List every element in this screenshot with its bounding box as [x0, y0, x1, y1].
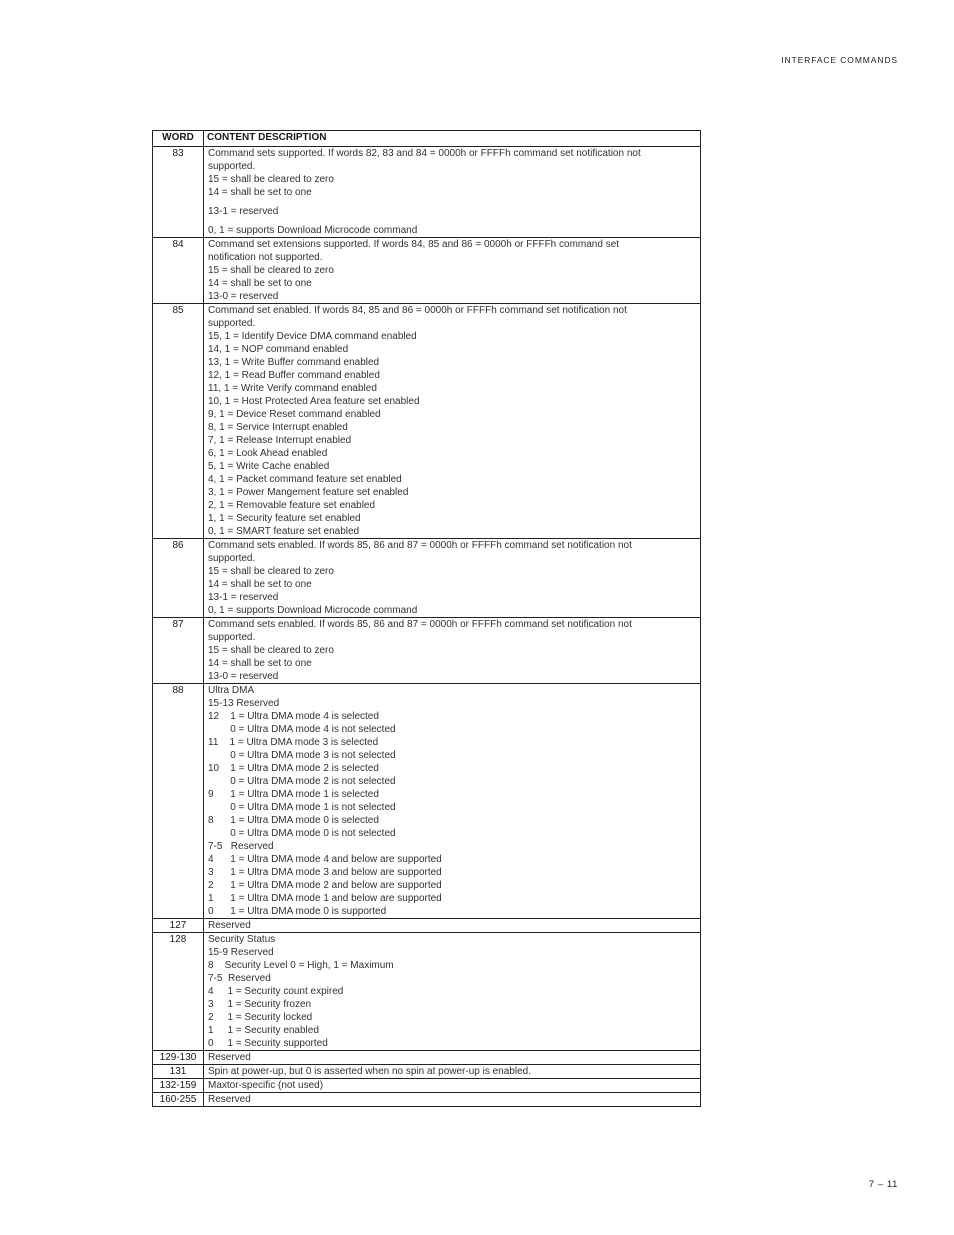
description-line: 1 1 = Ultra DMA mode 1 and below are supported [208, 893, 442, 904]
table-row [153, 539, 701, 618]
description-line: 13-1 = reserved [208, 206, 279, 217]
description-line: 8 1 = Ultra DMA mode 0 is selected [208, 815, 379, 826]
table-row [153, 933, 701, 1051]
content-description [204, 1065, 701, 1079]
description-line: supported. [208, 632, 256, 643]
description-line: 11, 1 = Write Verify command enabled [208, 383, 377, 394]
description-line: 13-0 = reserved [208, 291, 279, 302]
description-line: Command sets enabled. If words 85, 86 and 87 = 0000h or FFFFh command set notification not [208, 540, 632, 551]
table-row [153, 1065, 701, 1079]
content-description [204, 1051, 701, 1065]
description-line: 10, 1 = Host Protected Area feature set enabled [208, 396, 420, 407]
description-line: Command set enabled. If words 84, 85 and 86 = 0000h or FFFFh command set notification not [208, 305, 627, 316]
description-line: 14, 1 = NOP command enabled [208, 344, 349, 355]
description-line: 11 1 = Ultra DMA mode 3 is selected [208, 737, 379, 748]
description-line: 7, 1 = Release Interrupt enabled [208, 435, 352, 446]
word-number: 132-159 [153, 1079, 204, 1093]
description-line: 1, 1 = Security feature set enabled [208, 513, 361, 524]
description-line: 0, 1 = supports Download Microcode command [208, 605, 418, 616]
description-line: 12, 1 = Read Buffer command enabled [208, 370, 380, 381]
description-line: Security Status [208, 934, 276, 945]
description-line: 14 = shall be set to one [208, 187, 312, 198]
description-line: 15 = shall be cleared to zero [208, 265, 334, 276]
description-line: 4 1 = Security count expired [208, 986, 344, 997]
table-header-row [153, 131, 701, 147]
table-row [153, 618, 701, 684]
description-line: 7-5 Reserved [208, 841, 274, 852]
description-line: 4, 1 = Packet command feature set enabled [208, 474, 402, 485]
description-line: 3 1 = Security frozen [208, 999, 312, 1010]
description-line: 14 = shall be set to one [208, 278, 312, 289]
description-line: Reserved [208, 920, 251, 931]
word-number: 87 [153, 618, 204, 684]
content-description [204, 618, 701, 684]
description-line: 13-0 = reserved [208, 671, 279, 682]
word-number: 160-255 [153, 1093, 204, 1107]
table-row [153, 1093, 701, 1107]
description-line: 1 1 = Security enabled [208, 1025, 319, 1036]
description-line: 0 = Ultra DMA mode 2 is not selected [208, 776, 396, 787]
description-line: 0 = Ultra DMA mode 0 is not selected [208, 828, 396, 839]
description-line: Maxtor-specific (not used) [208, 1080, 324, 1091]
word-number: 88 [153, 684, 204, 919]
description-line: 14 = shall be set to one [208, 579, 312, 590]
description-line: 2, 1 = Removable feature set enabled [208, 500, 376, 511]
description-line: 0 = Ultra DMA mode 1 is not selected [208, 802, 396, 813]
table-row [153, 304, 701, 539]
description-line: 10 1 = Ultra DMA mode 2 is selected [208, 763, 379, 774]
description-line: 15-13 Reserved [208, 698, 280, 709]
running-header: INTERFACE COMMANDS [781, 55, 898, 65]
description-line: Reserved [208, 1094, 251, 1105]
identify-words-table [152, 130, 701, 1107]
table-row [153, 919, 701, 933]
content-description [204, 539, 701, 618]
content-description [204, 1079, 701, 1093]
description-line: 0 = Ultra DMA mode 4 is not selected [208, 724, 396, 735]
description-line: 3, 1 = Power Mangement feature set enabled [208, 487, 409, 498]
description-line: 6, 1 = Look Ahead enabled [208, 448, 328, 459]
content-description [204, 933, 701, 1051]
table-row [153, 238, 701, 304]
word-number: 128 [153, 933, 204, 1051]
description-line: Reserved [208, 1052, 251, 1063]
word-number: 131 [153, 1065, 204, 1079]
description-line: 9, 1 = Device Reset command enabled [208, 409, 381, 420]
description-line: 15 = shall be cleared to zero [208, 174, 334, 185]
page-number: 7 – 11 [868, 1179, 898, 1190]
table-row [153, 1079, 701, 1093]
word-number: 86 [153, 539, 204, 618]
description-line: 0 1 = Security supported [208, 1038, 328, 1049]
description-line: 2 1 = Security locked [208, 1012, 313, 1023]
word-number: 85 [153, 304, 204, 539]
content-description [204, 1093, 701, 1107]
table-row [153, 1051, 701, 1065]
description-line: 0, 1 = SMART feature set enabled [208, 526, 360, 537]
description-line: Spin at power-up, but 0 is asserted when no spin at power-up is enabled. [208, 1066, 531, 1077]
description-line: 8, 1 = Service Interrupt enabled [208, 422, 348, 433]
content-description [204, 238, 701, 304]
word-number: 84 [153, 238, 204, 304]
description-line: supported. [208, 553, 256, 564]
content-description [204, 147, 701, 238]
word-number: 83 [153, 147, 204, 238]
column-header-word: WORD [153, 131, 204, 147]
description-line: 13, 1 = Write Buffer command enabled [208, 357, 380, 368]
description-line: supported. [208, 318, 256, 329]
content-description [204, 919, 701, 933]
description-line: 13-1 = reserved [208, 592, 279, 603]
description-line: supported. [208, 161, 256, 172]
description-line: 3 1 = Ultra DMA mode 3 and below are supported [208, 867, 442, 878]
description-line: Command sets supported. If words 82, 83 and 84 = 0000h or FFFFh command set notification not [208, 148, 641, 159]
word-number: 127 [153, 919, 204, 933]
description-line: 15-9 Reserved [208, 947, 274, 958]
content-description [204, 304, 701, 539]
table-body [153, 147, 701, 1107]
table-row [153, 684, 701, 919]
description-line: 2 1 = Ultra DMA mode 2 and below are supported [208, 880, 442, 891]
description-line: 4 1 = Ultra DMA mode 4 and below are supported [208, 854, 442, 865]
description-line: 9 1 = Ultra DMA mode 1 is selected [208, 789, 379, 800]
table-row [153, 147, 701, 238]
description-line: 0 = Ultra DMA mode 3 is not selected [208, 750, 396, 761]
description-line: 15 = shall be cleared to zero [208, 566, 334, 577]
description-line: 12 1 = Ultra DMA mode 4 is selected [208, 711, 379, 722]
description-line: Command sets enabled. If words 85, 86 and 87 = 0000h or FFFFh command set notification not [208, 619, 632, 630]
description-line: 8 Security Level 0 = High, 1 = Maximum [208, 960, 394, 971]
description-line: Ultra DMA [208, 685, 255, 696]
description-line: 14 = shall be set to one [208, 658, 312, 669]
content-description [204, 684, 701, 919]
description-line: 15, 1 = Identify Device DMA command enabled [208, 331, 417, 342]
description-line: 0 1 = Ultra DMA mode 0 is supported [208, 906, 387, 917]
column-header-description: CONTENT DESCRIPTION [204, 131, 701, 147]
word-number: 129-130 [153, 1051, 204, 1065]
description-line: notification not supported. [208, 252, 323, 263]
description-line: 7-5 Reserved [208, 973, 271, 984]
description-line: 15 = shall be cleared to zero [208, 645, 334, 656]
description-line: Command set extensions supported. If words 84, 85 and 86 = 0000h or FFFFh command set [208, 239, 620, 250]
description-line: 0, 1 = supports Download Microcode command [208, 225, 418, 236]
description-line: 5, 1 = Write Cache enabled [208, 461, 330, 472]
